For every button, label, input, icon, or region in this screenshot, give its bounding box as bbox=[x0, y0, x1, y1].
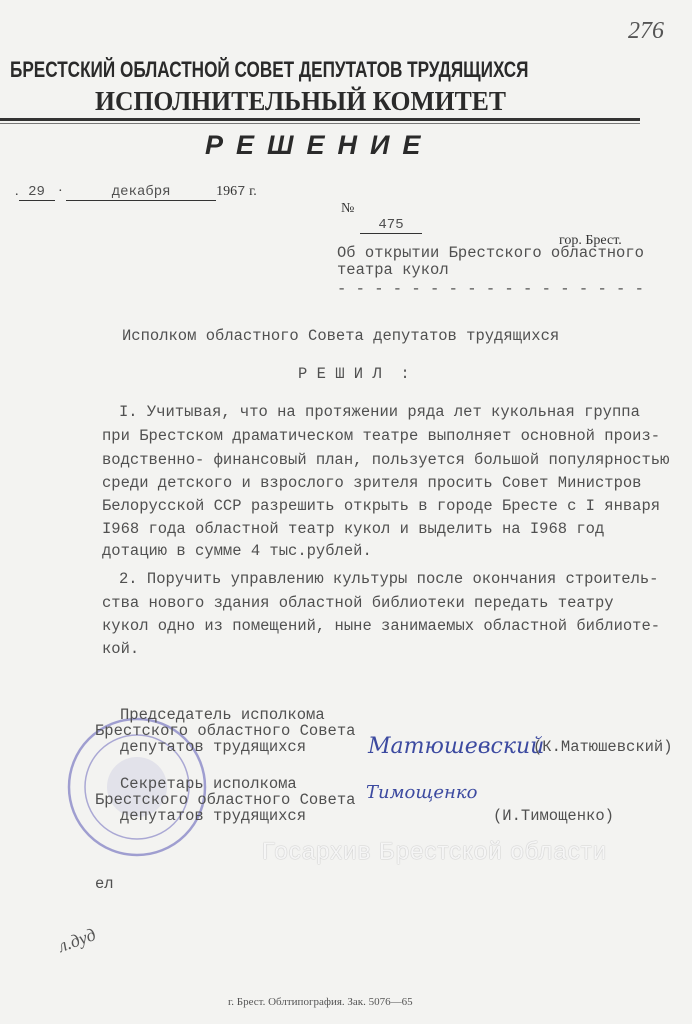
secretary-title-line: Секретарь исполкома bbox=[120, 775, 297, 793]
city: гор. Брест. bbox=[559, 233, 622, 248]
secretary-name: (И.Тимощенко) bbox=[493, 807, 614, 825]
secretary-title-line: депутатов трудящихся bbox=[120, 807, 307, 825]
secretary-signature: Тимощенко bbox=[366, 782, 478, 803]
typist-initials: ел bbox=[95, 875, 114, 893]
decision-number: 475 bbox=[360, 217, 422, 234]
paragraph2-line: кой. bbox=[102, 640, 140, 658]
paragraph1-line: дотацию в сумме 4 тыс.рублей. bbox=[102, 542, 372, 560]
archive-page-number: 276 bbox=[628, 18, 664, 44]
date-month: декабря bbox=[66, 184, 216, 201]
chairman-signature: Матюшевский bbox=[368, 734, 545, 759]
preamble: Исполком областного Совета депутатов трудящихся bbox=[122, 327, 560, 345]
document-title: РЕШЕНИЕ bbox=[205, 130, 434, 160]
paragraph1-line: водственно- финансовый план, пользуется большой популярностью bbox=[102, 451, 670, 469]
date-year-unit: г. bbox=[249, 184, 257, 199]
paragraph1-line: I. Учитывая, что на протяжении ряда лет кукольная группа bbox=[119, 403, 640, 421]
date-day: 29 bbox=[19, 184, 55, 201]
chairman-title-line: Брестского областного Совета bbox=[95, 722, 356, 740]
paragraph1-line: при Брестском драматическом театре выполняет основной произ- bbox=[102, 427, 661, 445]
number-label: № bbox=[341, 201, 355, 216]
paragraph1-line: I968 года областной театр кукол и выделить на I968 год bbox=[102, 520, 605, 538]
secretary-title-line: Брестского областного Совета bbox=[95, 791, 356, 809]
header-committee: ИСПОЛНИТЕЛЬНЫЙ КОМИТЕТ bbox=[95, 86, 506, 116]
paragraph2-line: 2. Поручить управлению культуры после окончания строитель- bbox=[119, 570, 659, 588]
paragraph1-line: Белорусской ССР разрешить открыть в городе Бресте с I января bbox=[102, 497, 661, 515]
header-council: БРЕСТСКИЙ ОБЛАСТНОЙ СОВЕТ ДЕПУТАТОВ ТРУДЯЩИХСЯ bbox=[10, 57, 529, 82]
chairman-title-line: депутатов трудящихся bbox=[120, 738, 307, 756]
chairman-title-line: Председатель исполкома bbox=[120, 706, 325, 724]
printer-footer: г. Брест. Облтипография. Зак. 5076—65 bbox=[228, 996, 413, 1008]
paragraph1-line: среди детского и взрослого зрителя просить Совет Министров bbox=[102, 474, 642, 492]
paragraph2-line: ства нового здания областной библиотеки передать театру bbox=[102, 594, 614, 612]
header-rule bbox=[0, 118, 640, 121]
header-rule-thin bbox=[0, 123, 640, 124]
resolved-heading: Р Е Ш И Л : bbox=[298, 365, 410, 383]
date-year-suffix: 7 bbox=[237, 184, 246, 200]
date-row: . 29 · декабря 1967 г. № 475 гор. Брест. bbox=[15, 184, 622, 248]
subject-line-2: театра кукол bbox=[337, 261, 449, 279]
subject-dashes: - - - - - - - - - - - - - - - - - bbox=[337, 280, 644, 298]
archive-watermark: Госархив Брестской области bbox=[262, 838, 608, 865]
date-year-prefix: 196 bbox=[216, 184, 238, 199]
paragraph2-line: кукол одно из помещений, ныне занимаемых областной библиоте- bbox=[102, 617, 661, 635]
subject-line-1: Об открытии Брестского областного bbox=[337, 244, 644, 262]
chairman-name: (К.Матюшевский) bbox=[533, 738, 673, 756]
margin-note: л.дуд bbox=[55, 924, 99, 956]
